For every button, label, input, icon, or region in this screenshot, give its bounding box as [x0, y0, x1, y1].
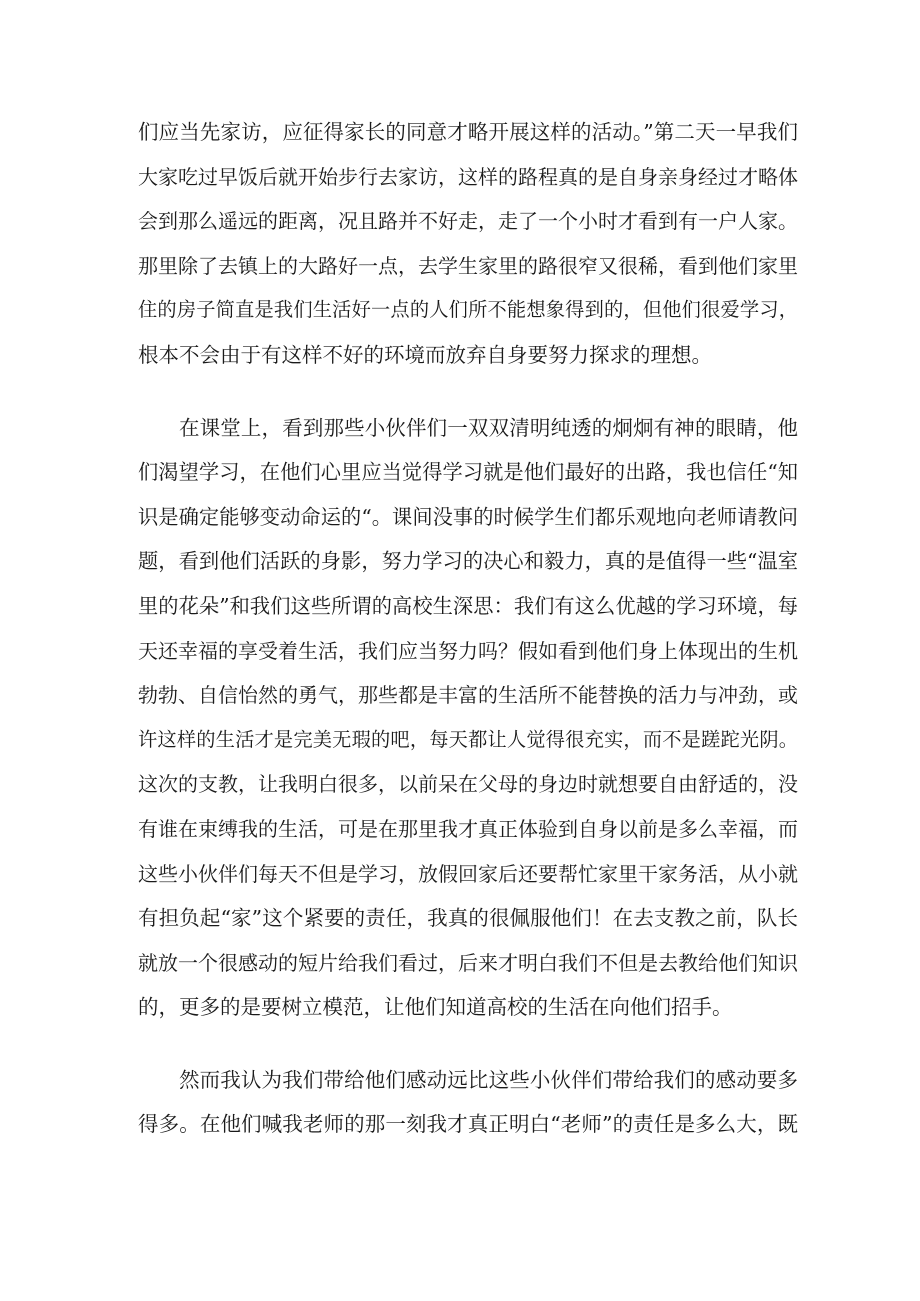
- paragraph-spacer: [138, 378, 798, 406]
- text-line: 住的房子简直是我们生活好一点的人们所不能想象得到的，但他们很爱学习，: [138, 298, 798, 322]
- text-line: 的，更多的是要树立模范，让他们知道高校的生活在向他们招手。: [138, 995, 733, 1020]
- text-line: 里的花朵”和我们这些所谓的高校生深思：我们有这么优越的学习环境，每: [138, 593, 798, 618]
- text-line: 大家吃过早饭后就开始步行去家访，这样的路程真的是自身亲身经过才略体: [138, 164, 798, 189]
- text-line: 在课堂上，看到那些小伙伴们一双双清明纯透的炯炯有神的眼睛，他: [179, 415, 798, 440]
- text-line: 然而我认为我们带给他们感动远比这些小伙伴们带给我们的感动要多: [179, 1067, 798, 1092]
- text-line: 许这样的生活才是完美无瑕的吧，每天都让人觉得很充实，而不是蹉跎光阴。: [138, 727, 798, 751]
- text-line: 们渴望学习，在他们心里应当觉得学习就是他们最好的出路，我也信任“知: [138, 460, 798, 485]
- document-body: [138, 110, 798, 1147]
- paragraph-spacer: [138, 1030, 798, 1058]
- text-line: 识是确定能够变动命运的“。课间没事的时候学生们都乐观地向老师请教问: [138, 504, 798, 529]
- paragraph-2: [138, 406, 798, 1030]
- paragraph-3: [138, 1058, 798, 1147]
- paragraph-1: [138, 110, 798, 378]
- text-line: 们应当先家访，应征得家长的同意才略开展这样的活动。”第二天一早我们: [138, 120, 798, 144]
- text-line: 有担负起“家”这个紧要的责任，我真的很佩服他们！在去支教之前，队长: [138, 906, 798, 931]
- text-line: 这些小伙伴们每天不但是学习，放假回家后还要帮忙家里干家务活，从小就: [138, 861, 798, 886]
- text-line: 得多。在他们喊我老师的那一刻我才真正明白“老师”的责任是多么大，既: [138, 1112, 798, 1137]
- text-line: 那里除了去镇上的大路好一点，去学生家里的路很窄又很稀，看到他们家里: [138, 253, 798, 278]
- text-line: 有谁在束缚我的生活，可是在那里我才真正体验到自身以前是多么幸福，而: [138, 816, 798, 841]
- text-line: 勃勃、自信怡然的勇气，那些都是丰富的生活所不能替换的活力与冲劲，或: [138, 683, 798, 708]
- text-line: 题，看到他们活跃的身影，努力学习的决心和毅力，真的是值得一些“温室: [138, 549, 798, 574]
- text-line: 根本不会由于有这样不好的环境而放弃自身要努力探求的理想。: [138, 342, 712, 367]
- text-line: 会到那么遥远的距离，况且路并不好走，走了一个小时才看到有一户人家。: [138, 209, 798, 234]
- text-line: 天还幸福的享受着生活，我们应当努力吗？假如看到他们身上体现出的生机: [138, 638, 798, 663]
- text-line: 就放一个很感动的短片给我们看过，后来才明白我们不但是去教给他们知识: [138, 950, 798, 975]
- text-line: 这次的支教，让我明白很多，以前呆在父母的身边时就想要自由舒适的，没: [138, 772, 798, 797]
